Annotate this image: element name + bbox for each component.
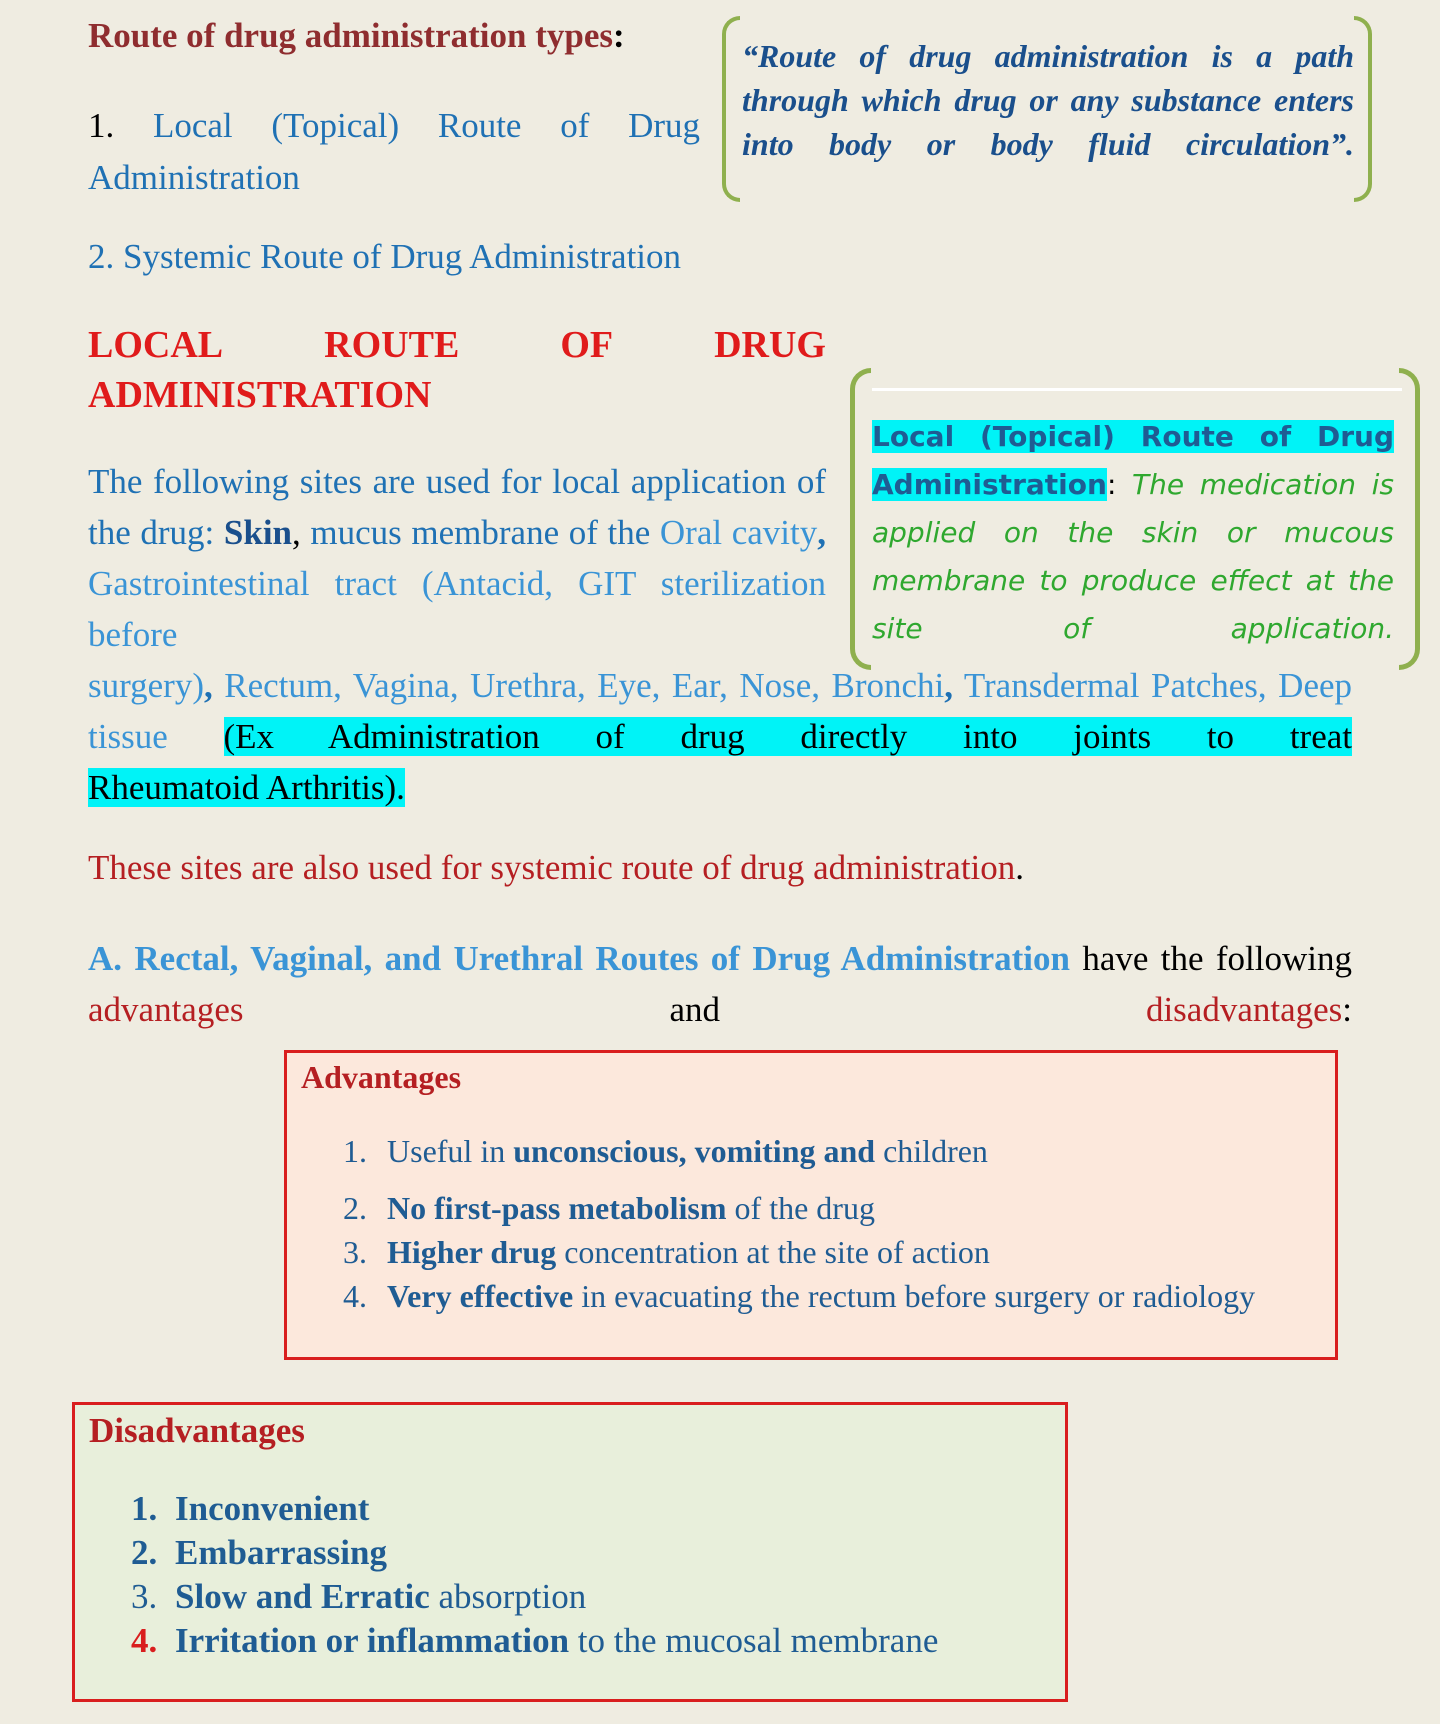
sites-paragraph-last-line: Rheumatoid Arthritis).: [88, 768, 405, 807]
types-heading: Route of drug administration types:: [88, 16, 625, 55]
systemic-note: These sites are also used for systemic route of drug administration.: [88, 848, 1025, 887]
rectal-section-intro: A. Rectal, Vaginal, and Urethral Routes of Drug Administration have the following advantages and disadvantages:: [88, 939, 1353, 1029]
bracket-left: [850, 368, 871, 670]
list-item: 2. Embarrassing: [131, 1533, 387, 1572]
disadvantages-title: Disadvantages: [89, 1411, 305, 1450]
advantages-box: [284, 1050, 1338, 1360]
list-item: 4. Very effective in evacuating the rectum before surgery or radiology: [343, 1278, 1256, 1314]
disadvantages-box: [72, 1402, 1068, 1702]
topical-definition-text: Local (Topical) Route of Drug Administration: The medication is applied on the skin or mucous membrane to produce effect at the site of application.: [872, 420, 1394, 645]
sites-paragraph-narrow: The following sites are used for local application of the drug: Skin, mucus membrane of the Oral cavity, Gastrointestinal tract (Antacid, GIT sterilization before: [88, 462, 826, 654]
topical-definition-callout: [850, 368, 1420, 662]
route-type-local: 1. Local (Topical) Route of Drug Administration: [88, 106, 700, 197]
divider: [872, 388, 1402, 391]
list-item: 2. No first-pass metabolism of the drug: [343, 1190, 875, 1226]
bracket-left: [722, 16, 740, 202]
definition-callout: [722, 16, 1372, 196]
bracket-right: [1399, 368, 1420, 670]
topical-description: The medication is applied on the skin or mucous membrane to produce effect at the site of application.: [872, 468, 1394, 645]
list-item: 1. Inconvenient: [131, 1489, 370, 1528]
bracket-right: [1354, 16, 1372, 202]
list-item: 3. Higher drug concentration at the site of action: [343, 1234, 990, 1270]
route-type-systemic: 2. Systemic Route of Drug Administration: [88, 237, 682, 276]
local-route-heading: LOCAL ROUTE OF DRUG ADMINISTRATION: [88, 324, 826, 416]
topical-term: Local (Topical) Route of Drug Administration: [872, 420, 1394, 501]
advantages-title: Advantages: [301, 1059, 462, 1095]
definition-text: “Route of drug administration is a path through which drug or any substance enters into body or body fluid circulation”.: [742, 38, 1354, 162]
list-item: 1. Useful in unconscious, vomiting and children: [343, 1133, 988, 1169]
list-item: 3. Slow and Erratic absorption: [131, 1577, 587, 1616]
example-highlight: (Ex Administration of drug directly into joints to treat: [223, 717, 1352, 756]
rectal-title: A. Rectal, Vaginal, and Urethral Routes of Drug Administration: [88, 939, 1070, 978]
list-item: 4. Irritation or inflammation to the mucosal membrane: [131, 1621, 939, 1660]
sites-paragraph-wide: surgery), Rectum, Vagina, Urethra, Eye, Ear, Nose, Bronchi, Transdermal Patches, Deep tissue (Ex Administration of drug directly into joints to treat: [88, 666, 1353, 756]
